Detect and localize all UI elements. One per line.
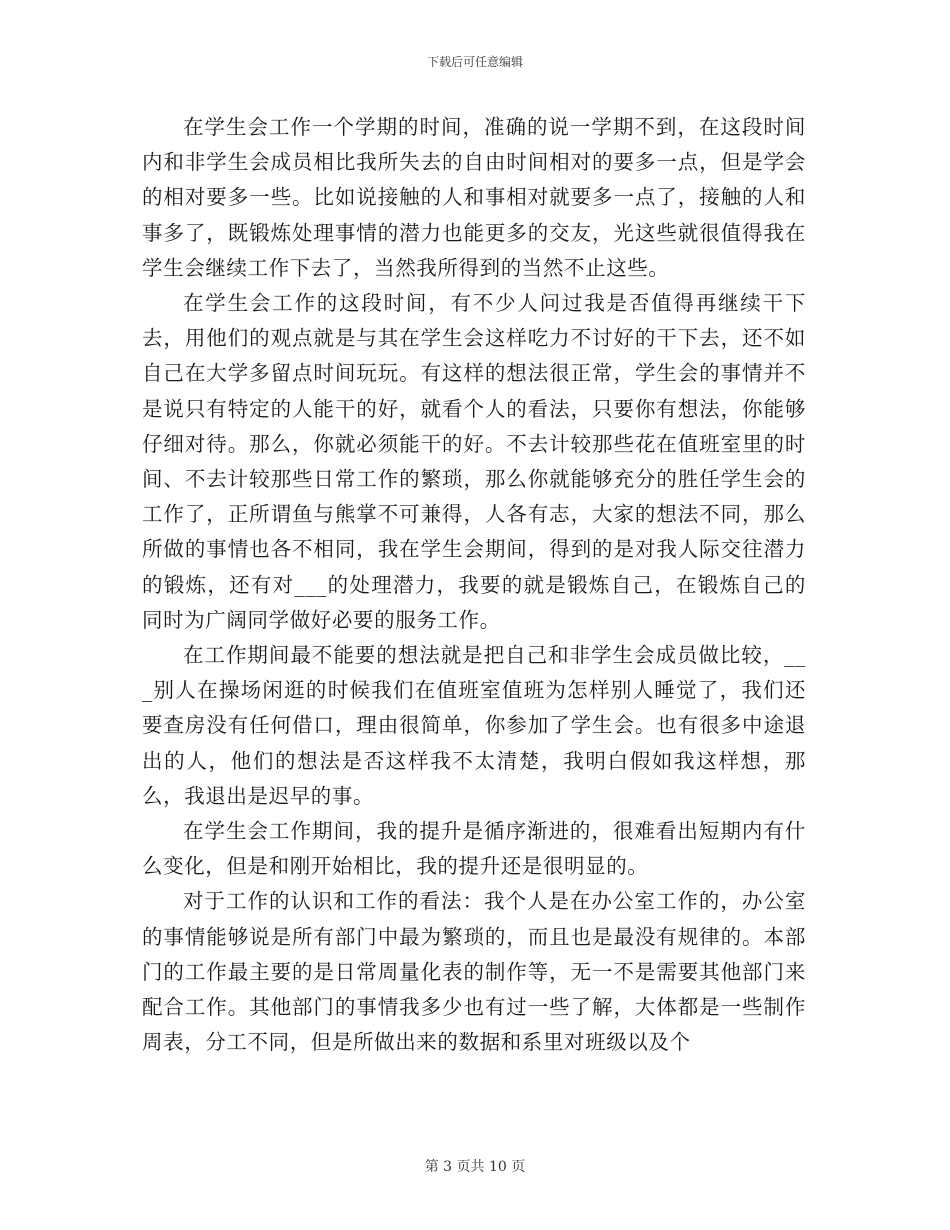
paragraph: 在学生会工作期间，我的提升是循序渐进的，很难看出短期内有什么变化，但是和刚开始相比，我的提升还是很明显的。	[142, 819, 806, 879]
page-header: 下载后可任意编辑	[426, 55, 523, 69]
paragraph: 在学生会工作一个学期的时间，准确的说一学期不到，在这段时间内和非学生会成员相比我所失去的自由时间相对的要多一点，但是学会的相对要多一些。比如说接触的人和事相对就要多一点了，接触的人和事多了，既锻炼处理事情的潜力也能更多的交友，光这些就很值得我在学生会继续工作下去了，当然我所得到的当然不止这些。	[142, 115, 806, 280]
paragraph: 在学生会工作的这段时间，有不少人问过我是否值得再继续干下去，用他们的观点就是与其在学生会这样吃力不讨好的干下去，还不如自己在大学多留点时间玩玩。有这样的想法很正常，学生会的事情并不是说只有特定的人能干的好，就看个人的看法，只要你有想法，你能够仔细对待。那么，你就必须能干的好。不去计较那些花在值班室里的时间、不去计较那些日常工作的繁琐，那么你就能够充分的胜任学生会的工作了，正所谓鱼与熊掌不可兼得，人各有志，大家的想法不同，那么所做的事情也各不相同，我在学生会期间，得到的是对我人际交往潜力的锻炼，还有对___的处理潜力，我要的就是锻炼自己，在锻炼自己的同时为广阔同学做好必要的服务工作。	[142, 291, 806, 632]
document-body	[142, 110, 806, 1060]
paragraph: 对于工作的认识和工作的看法：我个人是在办公室工作的，办公室的事情能够说是所有部门中最为繁琐的，而且也是最没有规律的。本部门的工作最主要的是日常周量化表的制作等，无一不是需要其他部门来配合工作。其他部门的事情我多少也有过一些了解，大体都是一些制作周表，分工不同，但是所做出来的数据和系里对班级以及个	[142, 889, 806, 1055]
page-footer: 第 3 页共 10 页	[424, 1159, 526, 1175]
paragraph: 在工作期间最不能要的想法就是把自己和非学生会成员做比较，___别人在操场闲逛的时候我们在值班室值班为怎样别人睡觉了，我们还要查房没有任何借口，理由很简单，你参加了学生会。也有很多中途退出的人，他们的想法是否这样我不太清楚，我明白假如我这样想，那么，我退出是迟早的事。	[142, 643, 806, 808]
